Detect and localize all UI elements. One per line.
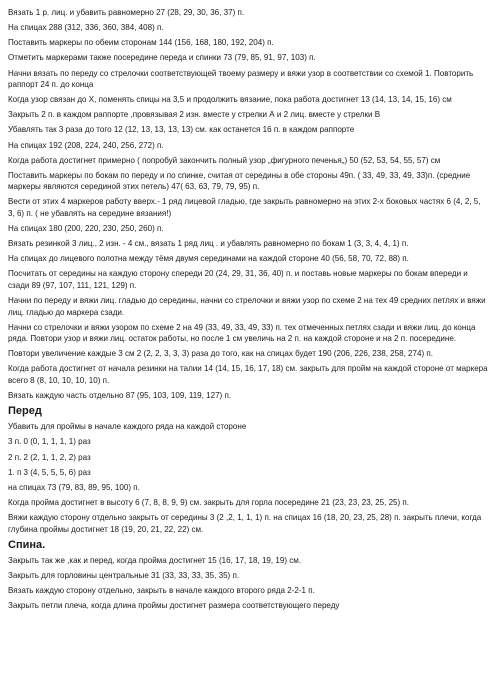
text-line: Отметить маркерами также посередине переда и спинки 73 (79, 85, 91, 97, 103) п. (8, 53, 316, 63)
text-line: На спицах 192 (208, 224, 240, 256, 272) п. (8, 140, 164, 150)
text-line: На спицах 180 (200, 220, 230, 250, 260) п. (8, 224, 164, 234)
text-line: Начни по переду и вяжи лиц. гладью до середины, начни со стрелочки и вяжи узор по схеме 2 на тех 49 средних петлях и вяжи лиц. гладью до маркера сзади. (8, 296, 486, 317)
text-line: Закрыть для горловины центральные 31 (33, 33, 33, 35, 35) п. (8, 571, 240, 581)
text-line: Начни со стрелочки и вяжи узором по схеме 2 на 49 (33, 49, 33, 49, 33) п. тех отмеченных петлях сзади и вяжи лиц. до конца ряда. Повтори узор и вяжи лиц. остаток работы, но после 1 см увеличь на 2 п. на каждой стороне и на 2 п. посередине. (8, 322, 476, 344)
instructions-text (8, 7, 488, 612)
text-line: Убавлять так 3 раза до того 12 (12, 13, 13, 13, 13) см. как останется 16 п. в каждом раппорте (8, 125, 355, 135)
text-line: Когда работа достигнет примерно ( попробуй закончить полный узор „фигурного печенья„) 50 (52, 53, 54, 55, 57) см (8, 155, 441, 165)
text-line: Вести от этих 4 маркеров работу вверх.- 1 ряд лицевой гладью, где закрыть равномерно на этих 2-х боковых частях 6 (4, 2, 5, 3, 6) п. ( не убавлять на середине вязания!) (8, 197, 481, 218)
text-line: Закрыть так же ,как и перед, когда пройма достигнет 15 (16, 17, 18, 19, 19) см. (8, 555, 302, 565)
text-line: Вязать 1 р. лиц. и убавить равномерно 27 (28, 29, 30, 36, 37) п. (8, 8, 245, 17)
text-line: 3 п. 0 (0, 1, 1, 1, 1) раз (8, 437, 91, 447)
text-line: Закрыть петли плеча, когда длина проймы достигнет размера соответствующего переду (8, 601, 340, 611)
text-line: Поставить маркеры по бокам по переду и по спинке, считая от середины в обе стороны 49п. ( 33, 49, 33, 49, 33)п. (средние маркеры являются серединой этих петель) 47( 63, 63, 79, 79, 95) п. (8, 170, 471, 192)
text-line: 2 п. 2 (2, 1, 1, 2, 2) раз (8, 452, 91, 462)
text-line: Посчитать от середины на каждую сторону спереди 20 (24, 29, 31, 36, 40) п. и поставь новые маркеры по бокам впереди и сзади 89 (97, 107, 111, 121, 129) п. (8, 269, 468, 290)
text-line: Повтори увеличение каждые 3 см 2 (2, 2, 3, 3, 3) раза до того, как на спицах будет 190 (206, 226, 238, 258, 274) п. (8, 349, 433, 359)
text-line: На спицах 288 (312, 336, 360, 384, 408) п. (8, 23, 164, 33)
text-line: Закрыть 2 п. в каждом раппорте ,провязывая 2 изн. вместе у стрелки А и 2 лиц. вместе у стрелки В (8, 110, 381, 120)
text-line: Вязать каждую сторону отдельно, закрыть в начале каждого второго ряда 2-2-1 п. (8, 586, 315, 596)
text-line: Когда узор связан до Х, поменять спицы на 3,5 и продолжить вязание, пока работа достигнет 13 (14, 13, 14, 15, 16) см (8, 95, 452, 105)
text-line: Когда пройма достигнет в высоту 6 (7, 8, 8, 9, 9) см. закрыть для горла посередине 21 (23, 23, 23, 25, 25) п. (8, 498, 410, 508)
text-line: Вязать резинкой 3 лиц., 2 изн. - 4 см., вязать 1 ряд лиц . и убавлять равномерно по бокам 1 (3, 3, 4, 4, 1) п. (8, 239, 409, 249)
text-line: Поставить маркеры по обеим сторонам 144 (156, 168, 180, 192, 204) п. (8, 38, 274, 48)
text-line: Начни вязать по переду со стрелочки соответствующей твоему размеру и вяжи узор в соответствии со схемой 1. Повторить раппорт 24 п. до конца (8, 68, 474, 90)
text-line: На спицах до лицевого полотна между тёмя двумя серединами на каждой стороне 40 (56, 58, 70, 72, 88) п. (8, 254, 409, 264)
section-heading: Перед (8, 405, 42, 418)
text-line: на спицах 73 (79, 83, 89, 95, 100) п. (8, 482, 140, 492)
text-line: 1. п 3 (4, 5, 5, 5, 6) раз (8, 467, 91, 477)
text-line: Когда работа достигнет от начала резинки на талии 14 (14, 15, 16, 17, 18) см. закрыть для пройм на каждой стороне от маркера всего 8 (8, 10, 10, 10, 10) п. (8, 364, 488, 385)
text-line: Убавить для проймы в начале каждого ряда на каждой стороне (8, 422, 247, 432)
text-line: Вязать каждую часть отдельно 87 (95, 103, 109, 119, 127) п. (8, 390, 232, 400)
section-heading: Спина. (8, 538, 46, 551)
text-line: Вяжи каждую сторону отдельно закрыть от середины 3 (2 ,2, 1, 1, 1) п. на спицах 16 (18, 20, 23, 25, 28) п. закрыть плечи, когда глубина проймы достигнет 18 (19, 20, 21, 22, 22) см. (8, 513, 482, 534)
